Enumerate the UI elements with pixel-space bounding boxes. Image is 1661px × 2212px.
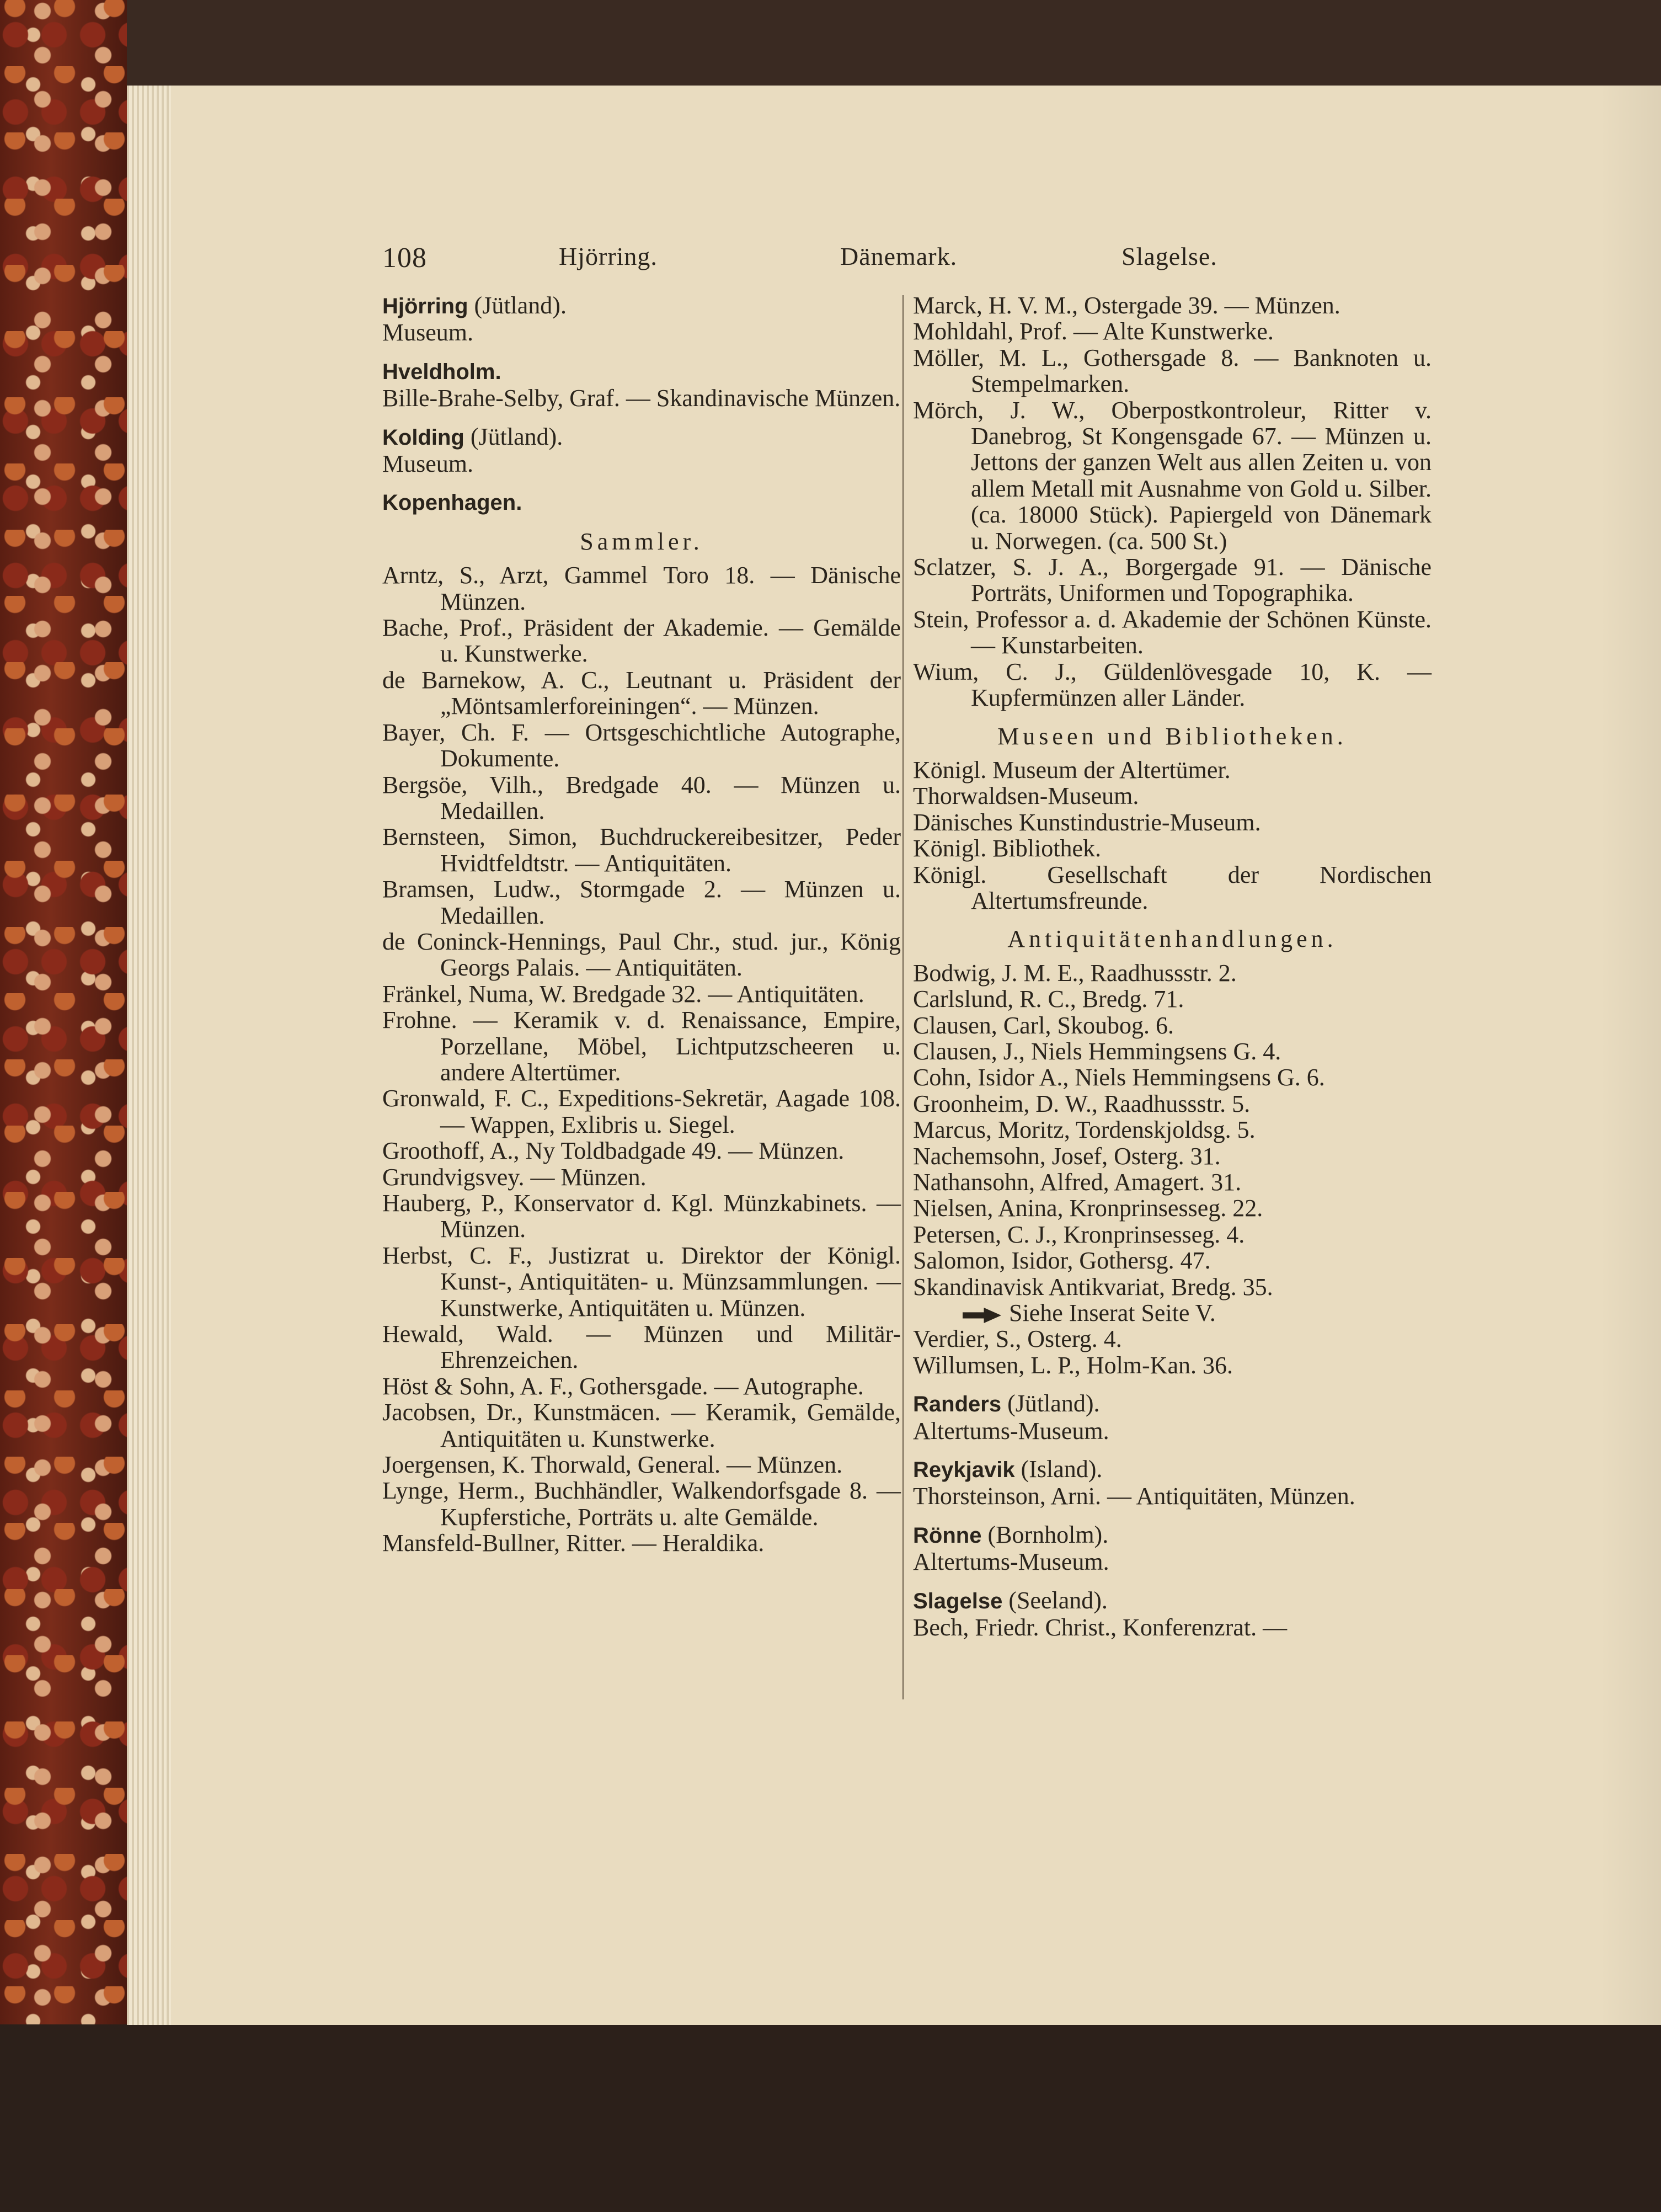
- list-item: Marck, H. V. M., Ostergade 39. — Münzen.: [913, 292, 1340, 319]
- list-item: Joergensen, K. Thorwald, General. — Münzen.: [382, 1451, 843, 1479]
- list-item: Gronwald, F. C., Expeditions-Sekretär, Aagade 108. — Wappen, Exlibris u. Siegel.: [382, 1085, 901, 1138]
- list-item: Museum.: [382, 319, 473, 347]
- place-name: Hjörring: [382, 294, 468, 318]
- list-item: Cohn, Isidor A., Niels Hemmingsens G. 6.: [913, 1064, 1325, 1091]
- list-item: Bergsöe, Vilh., Bredgade 40. — Münzen u. Medaillen.: [382, 771, 901, 824]
- list-item: Nachemsohn, Josef, Osterg. 31.: [913, 1142, 1221, 1170]
- list-item: Stein, Professor a. d. Akademie der Schönen Künste. — Kunstarbeiten.: [913, 605, 1432, 659]
- place-name: Kopenhagen.: [382, 491, 522, 515]
- list-item: Museum.: [382, 450, 473, 478]
- list-item: Marcus, Moritz, Tordenskjoldsg. 5.: [913, 1116, 1256, 1144]
- right-column: [913, 292, 1432, 1641]
- list-item: Hewald, Wald. — Münzen und Militär-Ehrenzeichen.: [382, 1320, 901, 1374]
- place-name: Randers: [913, 1392, 1002, 1417]
- list-item: Sclatzer, S. J. A., Borgergade 91. — Dänische Porträts, Uniformen und Topographika.: [913, 553, 1432, 607]
- reference-note: [913, 1300, 1432, 1326]
- list-item: Grundvigsvey. — Münzen.: [382, 1163, 647, 1191]
- list-item: Groonheim, D. W., Raadhussstr. 5.: [913, 1090, 1251, 1117]
- list-item: Mörch, J. W., Oberpostkontroleur, Ritter v. Danebrog, St Kongensgade 67. — Münzen u. Jettons der ganzen Welt aus allen Zeiten u. von allem Metall mit Ausnahme von Gold u. Silber. (ca. 18000 Stück). Papiergeld von Dänemark u. Norwegen. (ca. 500 St.): [913, 396, 1432, 555]
- list-item: Mohldahl, Prof. — Alte Kunstwerke.: [913, 318, 1274, 345]
- place-region: (Jütland).: [1001, 1390, 1100, 1417]
- list-item: Fränkel, Numa, W. Bredgade 32. — Antiquitäten.: [382, 980, 864, 1008]
- place-region: (Seeland).: [1002, 1586, 1108, 1614]
- list-item: Dänisches Kunstindustrie-Museum.: [913, 808, 1261, 836]
- list-item: Möller, M. L., Gothersgade 8. — Banknoten u. Stempelmarken.: [913, 344, 1432, 398]
- place-region: (Jütland).: [468, 292, 567, 319]
- place-heading: [382, 424, 901, 451]
- list-item: Clausen, J., Niels Hemmingsens G. 4.: [913, 1037, 1281, 1065]
- list-item: Clausen, Carl, Skoubog. 6.: [913, 1011, 1174, 1039]
- list-item: Bramsen, Ludw., Stormgade 2. — Münzen u. Medaillen.: [382, 876, 901, 929]
- list-item: Königl. Museum der Altertümer.: [913, 756, 1231, 783]
- list-item: Königl. Gesellschaft der Nordischen Altertumsfreunde.: [913, 861, 1432, 914]
- place-heading: [382, 489, 901, 516]
- place-region: (Bornholm).: [981, 1521, 1109, 1548]
- list-item: Skandinavisk Antikvariat, Bredg. 35.: [913, 1273, 1273, 1300]
- list-item: Thorsteinson, Arni. — Antiquitäten, Münzen.: [913, 1483, 1355, 1510]
- section-heading: Museen und Bibliotheken.: [997, 722, 1347, 750]
- place-region: (Island).: [1014, 1456, 1103, 1483]
- header-right: Slagelse.: [1121, 242, 1217, 270]
- list-item: Herbst, C. F., Justizrat u. Direktor der Königl. Kunst-, Antiquitäten- u. Münzsammlungen. — Kunstwerke, Antiquitäten u. Münzen.: [382, 1241, 901, 1321]
- list-item: Nielsen, Anina, Kronprinsesseg. 22.: [913, 1195, 1263, 1222]
- list-item: Arntz, S., Arzt, Gammel Toro 18. — Dänische Münzen.: [382, 562, 901, 615]
- place-heading: [913, 1390, 1432, 1417]
- place-name: Rönne: [913, 1523, 982, 1548]
- list-item: Bache, Prof., Präsident der Akademie. — Gemälde u. Kunstwerke.: [382, 614, 901, 668]
- list-item: Willumsen, L. P., Holm-Kan. 36.: [913, 1351, 1233, 1379]
- place-heading: [913, 1456, 1432, 1483]
- list-item: Mansfeld-Bullner, Ritter. — Heraldika.: [382, 1529, 765, 1557]
- list-item: Bech, Friedr. Christ., Konferenzrat. —: [913, 1614, 1288, 1641]
- list-item: Bernsteen, Simon, Buchdruckereibesitzer, Peder Hvidtfeldtstr. — Antiquitäten.: [382, 823, 901, 877]
- header-center: Dänemark.: [840, 242, 958, 270]
- running-header: [382, 242, 1232, 280]
- list-item: Altertums-Museum.: [913, 1417, 1109, 1445]
- list-item: Carlslund, R. C., Bredg. 71.: [913, 985, 1184, 1013]
- list-item: Thorwaldsen-Museum.: [913, 782, 1139, 810]
- list-item: Petersen, C. J., Kronprinsesseg. 4.: [913, 1220, 1245, 1248]
- place-name: Slagelse: [913, 1589, 1003, 1613]
- list-item: Königl. Bibliothek.: [913, 835, 1101, 862]
- section-heading: Antiquitätenhandlungen.: [1007, 925, 1337, 953]
- reference-text: Siehe Inserat Seite V.: [1009, 1299, 1216, 1327]
- list-item: de Barnekow, A. C., Leutnant u. Präsident der „Möntsamlerforeiningen“. — Münzen.: [382, 666, 901, 720]
- place-heading: [382, 292, 901, 319]
- section-heading: Sammler.: [580, 527, 703, 555]
- list-item: Frohne. — Keramik v. d. Renaissance, Empire, Porzellane, Möbel, Lichtputzscheeren u. andere Altertümer.: [382, 1006, 901, 1086]
- list-item: Jacobsen, Dr., Kunstmäcen. — Keramik, Gemälde, Antiquitäten u. Kunstwerke.: [382, 1399, 901, 1452]
- place-region: (Jütland).: [464, 423, 563, 450]
- header-left: Hjörring.: [559, 242, 658, 270]
- list-item: Bille-Brahe-Selby, Graf. — Skandinavische Münzen.: [382, 385, 901, 412]
- place-name: Hveldholm.: [382, 359, 501, 384]
- list-item: Nathansohn, Alfred, Amagert. 31.: [913, 1169, 1242, 1196]
- list-item: Höst & Sohn, A. F., Gothersgade. — Autographe.: [382, 1372, 864, 1400]
- list-item: Verdier, S., Osterg. 4.: [913, 1325, 1122, 1353]
- list-item: Bodwig, J. M. E., Raadhussstr. 2.: [913, 959, 1237, 987]
- list-item: Salomon, Isidor, Gothersg. 47.: [913, 1247, 1211, 1275]
- list-item: de Coninck-Hennings, Paul Chr., stud. jur., König Georgs Palais. — Antiquitäten.: [382, 928, 901, 982]
- place-heading: [913, 1522, 1432, 1549]
- list-item: Lynge, Herm., Buchhändler, Walkendorfsgade 8. — Kupferstiche, Porträts u. alte Gemälde.: [382, 1477, 901, 1531]
- pointing-hand-icon: [963, 1308, 1001, 1323]
- list-item: Groothoff, A., Ny Toldbadgade 49. — Münzen.: [382, 1137, 845, 1165]
- page-number: 108: [382, 242, 427, 274]
- list-item: Altertums-Museum.: [913, 1548, 1109, 1576]
- place-name: Reykjavik: [913, 1458, 1015, 1483]
- left-column: [382, 292, 901, 1557]
- column-divider: [902, 295, 904, 1699]
- place-heading: [913, 1587, 1432, 1614]
- list-item: Bayer, Ch. F. — Ortsgeschichtliche Autographe, Dokumente.: [382, 718, 901, 772]
- background-bottom: [0, 2024, 1661, 2212]
- place-heading: [382, 358, 901, 385]
- list-item: Hauberg, P., Konservator d. Kgl. Münzkabinets. — Münzen.: [382, 1190, 901, 1243]
- place-name: Kolding: [382, 425, 464, 450]
- marbled-cover: [0, 0, 127, 2212]
- list-item: Wium, C. J., Güldenlövesgade 10, K. — Kupfermünzen aller Länder.: [913, 658, 1432, 712]
- page-edges: [127, 86, 171, 2025]
